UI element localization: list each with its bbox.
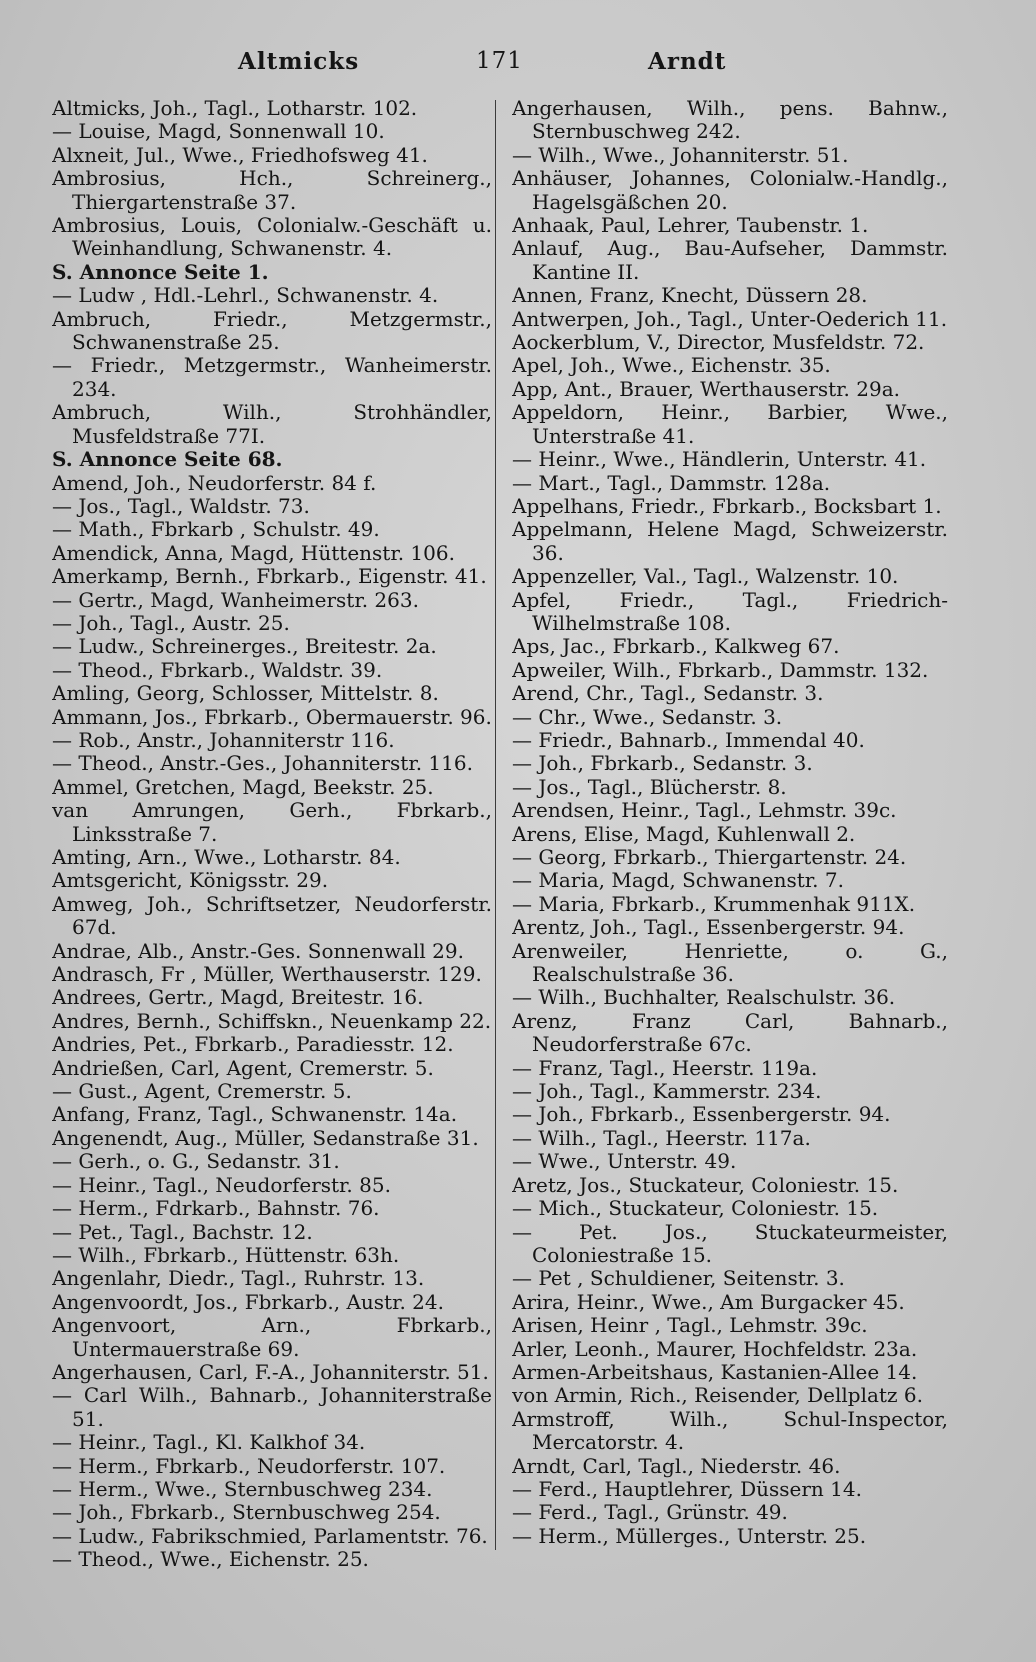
directory-entry: Anhäuser, Johannes, Colonialw.-Handlg., Hagelsgäßchen 20.: [512, 166, 948, 214]
directory-entry: App, Ant., Brauer, Werthauserstr. 29a.: [512, 376, 900, 401]
directory-entry: — Gertr., Magd, Wanheimerstr. 263.: [52, 587, 419, 612]
directory-entry: Angenendt, Aug., Müller, Sedanstraße 31.: [52, 1125, 479, 1150]
directory-entry: Arira, Heinr., Wwe., Am Burgacker 45.: [512, 1289, 905, 1314]
directory-entry: Armen-Arbeitshaus, Kastanien-Allee 14.: [512, 1359, 918, 1384]
directory-entry: Andrasch, Fr , Müller, Werthauserstr. 129.: [52, 962, 482, 987]
directory-entry: — Herm., Fbrkarb., Neudorferstr. 107.: [52, 1453, 446, 1478]
directory-entry: Arenz, Franz Carl, Bahnarb., Neudorferstraße 67c.: [512, 1008, 948, 1057]
directory-entry: — Wilh., Tagl., Heerstr. 117a.: [512, 1125, 811, 1150]
directory-entry: — Joh., Fbrkarb., Sedanstr. 3.: [512, 751, 813, 776]
directory-entry: Arisen, Heinr , Tagl., Lehmstr. 39c.: [512, 1313, 868, 1338]
directory-entry: — Math., Fbrkarb , Schulstr. 49.: [52, 517, 380, 542]
directory-entry: — Wilh., Buchhalter, Realschulstr. 36.: [512, 985, 896, 1010]
directory-entry: Angenvoordt, Jos., Fbrkarb., Austr. 24.: [52, 1289, 444, 1314]
directory-entry: — Pet., Tagl., Bachstr. 12.: [52, 1219, 313, 1244]
directory-entry: — Rob., Anstr., Johanniterstr 116.: [52, 727, 395, 752]
directory-entry: Appeldorn, Heinr., Barbier, Wwe., Unterstraße 41.: [512, 400, 948, 448]
annonce-note: S. Annonce Seite 1.: [52, 259, 269, 284]
directory-entry: Andries, Pet., Fbrkarb., Paradiesstr. 12.: [52, 1032, 454, 1057]
directory-entry: — Chr., Wwe., Sedanstr. 3.: [512, 704, 783, 729]
directory-entry: — Joh., Fbrkarb., Sternbuschweg 254.: [52, 1500, 441, 1525]
directory-entry: van Amrungen, Gerh., Fbrkarb., Linksstraße 7.: [52, 798, 492, 846]
directory-entry: Andrees, Gertr., Magd, Breitestr. 16.: [52, 985, 424, 1010]
directory-entry: — Mart., Tagl., Dammstr. 128a.: [512, 470, 831, 495]
directory-entry: Ambrosius, Hch., Schreinerg., Thiergartenstraße 37.: [52, 166, 492, 214]
annonce-note: S. Annonce Seite 68.: [52, 447, 283, 472]
directory-entry: — Herm., Fdrkarb., Bahnstr. 76.: [52, 1196, 380, 1221]
directory-entry: Anfang, Franz, Tagl., Schwanenstr. 14a.: [52, 1102, 458, 1127]
directory-entry: Amweg, Joh., Schriftsetzer, Neudorferstr. 67d.: [52, 891, 492, 940]
directory-entry: Ambruch, Friedr., Metzgermstr., Schwanenstraße 25.: [52, 306, 492, 355]
directory-entry: Aps, Jac., Fbrkarb., Kalkweg 67.: [512, 634, 840, 659]
column-divider: [495, 100, 496, 1550]
directory-entry: Angenvoort, Arn., Fbrkarb., Untermauerstraße 69.: [52, 1313, 492, 1361]
directory-entry: — Mich., Stuckateur, Coloniestr. 15.: [512, 1196, 879, 1221]
directory-entry: Angenlahr, Diedr., Tagl., Ruhrstr. 13.: [52, 1266, 425, 1291]
page-header: [0, 48, 1036, 88]
directory-entry: Amend, Joh., Neudorferstr. 84 f.: [52, 470, 377, 495]
directory-entry: Altmicks, Joh., Tagl., Lotharstr. 102.: [52, 97, 418, 120]
right-column: [512, 97, 948, 1622]
page-number: 171: [476, 48, 523, 74]
directory-entry: Arentz, Joh., Tagl., Essenbergerstr. 94.: [512, 915, 905, 940]
directory-entry: — Joh., Tagl., Kammerstr. 234.: [512, 1079, 822, 1104]
directory-entry: Appelmann, Helene Magd, Schweizerstr. 36.: [512, 517, 948, 565]
directory-entry: — Wilh., Fbrkarb., Hüttenstr. 63h.: [52, 1242, 400, 1267]
directory-entry: Andres, Bernh., Schiffskn., Neuenkamp 22.: [52, 1008, 492, 1033]
directory-entry: — Jos., Tagl., Waldstr. 73.: [52, 493, 310, 518]
directory-entry: Armstroff, Wilh., Schul-Inspector, Mercatorstr. 4.: [512, 1406, 948, 1455]
header-right-keyword: Arndt: [648, 48, 727, 75]
directory-entry: Ambruch, Wilh., Strohhändler, Musfeldstraße 77I.: [52, 400, 492, 448]
directory-entry: Ammann, Jos., Fbrkarb., Obermauerstr. 96.: [52, 704, 492, 729]
directory-entry: Arenweiler, Henriette, o. G., Realschulstraße 36.: [512, 938, 948, 987]
directory-entry: Anlauf, Aug., Bau-Aufseher, Dammstr. Kantine II.: [512, 236, 948, 284]
directory-entry: Appenzeller, Val., Tagl., Walzenstr. 10.: [512, 564, 899, 589]
directory-entry: — Heinr., Wwe., Händlerin, Unterstr. 41.: [512, 447, 927, 472]
directory-entry: — Theod., Fbrkarb., Waldstr. 39.: [52, 657, 383, 682]
directory-entry: Angerhausen, Carl, F.-A., Johanniterstr. 51.: [52, 1359, 489, 1384]
directory-entry: Ammel, Gretchen, Magd, Beekstr. 25.: [52, 774, 434, 799]
directory-entry: Andrießen, Carl, Agent, Cremerstr. 5.: [52, 1055, 434, 1080]
directory-entry: Antwerpen, Joh., Tagl., Unter-Oederich 11.: [512, 306, 948, 331]
directory-entry: — Georg, Fbrkarb., Thiergartenstr. 24.: [512, 845, 907, 869]
directory-entry: Appelhans, Friedr., Fbrkarb., Bocksbart 1.: [512, 493, 942, 518]
directory-entry: — Maria, Magd, Schwanenstr. 7.: [512, 868, 844, 893]
directory-entry: Angerhausen, Wilh., pens. Bahnw., Sternbuschweg 242.: [512, 97, 948, 144]
directory-entry: Arndt, Carl, Tagl., Niederstr. 46.: [512, 1453, 841, 1478]
directory-entry: Ambrosius, Louis, Colonialw.-Geschäft u. Weinhandlung, Schwanenstr. 4.: [52, 213, 492, 261]
directory-entry: Amling, Georg, Schlosser, Mittelstr. 8.: [52, 681, 439, 706]
directory-entry: Andrae, Alb., Anstr.-Ges. Sonnenwall 29.: [52, 938, 464, 963]
directory-entry: Amting, Arn., Wwe., Lotharstr. 84.: [52, 845, 401, 869]
directory-entry: von Armin, Rich., Reisender, Dellplatz 6.: [512, 1383, 923, 1408]
directory-entry: — Friedr., Bahnarb., Immendal 40.: [512, 727, 865, 752]
directory-entry: — Louise, Magd, Sonnenwall 10.: [52, 119, 385, 144]
directory-entry: Amerkamp, Bernh., Fbrkarb., Eigenstr. 41.: [52, 564, 487, 589]
directory-entry: Arend, Chr., Tagl., Sedanstr. 3.: [512, 681, 824, 706]
directory-entry: — Joh., Fbrkarb., Essenbergerstr. 94.: [512, 1102, 891, 1127]
directory-entry: — Herm., Müllerges., Unterstr. 25.: [512, 1523, 867, 1548]
directory-entry: — Friedr., Metzgermstr., Wanheimerstr. 234.: [52, 353, 492, 401]
directory-entry: — Franz, Tagl., Heerstr. 119a.: [512, 1055, 818, 1080]
directory-entry: Alxneit, Jul., Wwe., Friedhofsweg 41.: [52, 142, 428, 167]
directory-entry: Aretz, Jos., Stuckateur, Coloniestr. 15.: [512, 1172, 899, 1197]
directory-entry: — Maria, Fbrkarb., Krummenhak 911X.: [512, 891, 916, 916]
directory-entry: Annen, Franz, Knecht, Düssern 28.: [512, 283, 868, 308]
header-left-keyword: Altmicks: [238, 48, 360, 75]
directory-entry: — Pet. Jos., Stuckateurmeister, Coloniestraße 15.: [512, 1219, 948, 1267]
directory-entry: Apel, Joh., Wwe., Eichenstr. 35.: [512, 353, 831, 378]
directory-entry: Apweiler, Wilh., Fbrkarb., Dammstr. 132.: [512, 657, 929, 682]
directory-entry: Amendick, Anna, Magd, Hüttenstr. 106.: [52, 540, 455, 565]
directory-entry: — Ludw., Schreinerges., Breitestr. 2a.: [52, 634, 437, 659]
left-column: [52, 97, 492, 1622]
directory-entry: — Jos., Tagl., Blücherstr. 8.: [512, 774, 787, 799]
directory-entry: — Pet , Schuldiener, Seitenstr. 3.: [512, 1266, 845, 1291]
directory-entry: — Joh., Tagl., Austr. 25.: [52, 610, 290, 635]
directory-entry: Anhaak, Paul, Lehrer, Taubenstr. 1.: [512, 213, 869, 238]
directory-entry: Aockerblum, V., Director, Musfeldstr. 72.: [512, 330, 925, 355]
directory-entry: — Theod., Wwe., Eichenstr. 25.: [52, 1547, 369, 1572]
directory-entry: — Herm., Wwe., Sternbuschweg 234.: [52, 1476, 433, 1501]
directory-entry: — Heinr., Tagl., Kl. Kalkhof 34.: [52, 1430, 366, 1455]
directory-entry: Arendsen, Heinr., Tagl., Lehmstr. 39c.: [512, 798, 897, 823]
directory-entry: Arens, Elise, Magd, Kuhlenwall 2.: [512, 821, 856, 846]
directory-entry: — Ludw , Hdl.-Lehrl., Schwanenstr. 4.: [52, 283, 439, 308]
directory-entry: — Carl Wilh., Bahnarb., Johanniterstraße 51.: [52, 1383, 492, 1431]
directory-entry: — Ludw., Fabrikschmied, Parlamentstr. 76.: [52, 1523, 488, 1548]
directory-entry: Amtsgericht, Königsstr. 29.: [52, 868, 329, 893]
directory-entry: Apfel, Friedr., Tagl., Friedrich-Wilhelmstraße 108.: [512, 587, 948, 635]
directory-entry: — Theod., Anstr.-Ges., Johanniterstr. 116.: [52, 751, 473, 776]
directory-entry: — Heinr., Tagl., Neudorferstr. 85.: [52, 1172, 391, 1197]
directory-entry: Arler, Leonh., Maurer, Hochfeldstr. 23a.: [512, 1336, 918, 1361]
directory-entry: — Ferd., Tagl., Grünstr. 49.: [512, 1500, 788, 1525]
directory-entry: — Ferd., Hauptlehrer, Düssern 14.: [512, 1476, 862, 1501]
directory-entry: — Wwe., Unterstr. 49.: [512, 1149, 737, 1174]
directory-entry: — Gust., Agent, Cremerstr. 5.: [52, 1079, 352, 1104]
directory-entry: — Wilh., Wwe., Johanniterstr. 51.: [512, 142, 849, 167]
directory-entry: — Gerh., o. G., Sedanstr. 31.: [52, 1149, 340, 1174]
